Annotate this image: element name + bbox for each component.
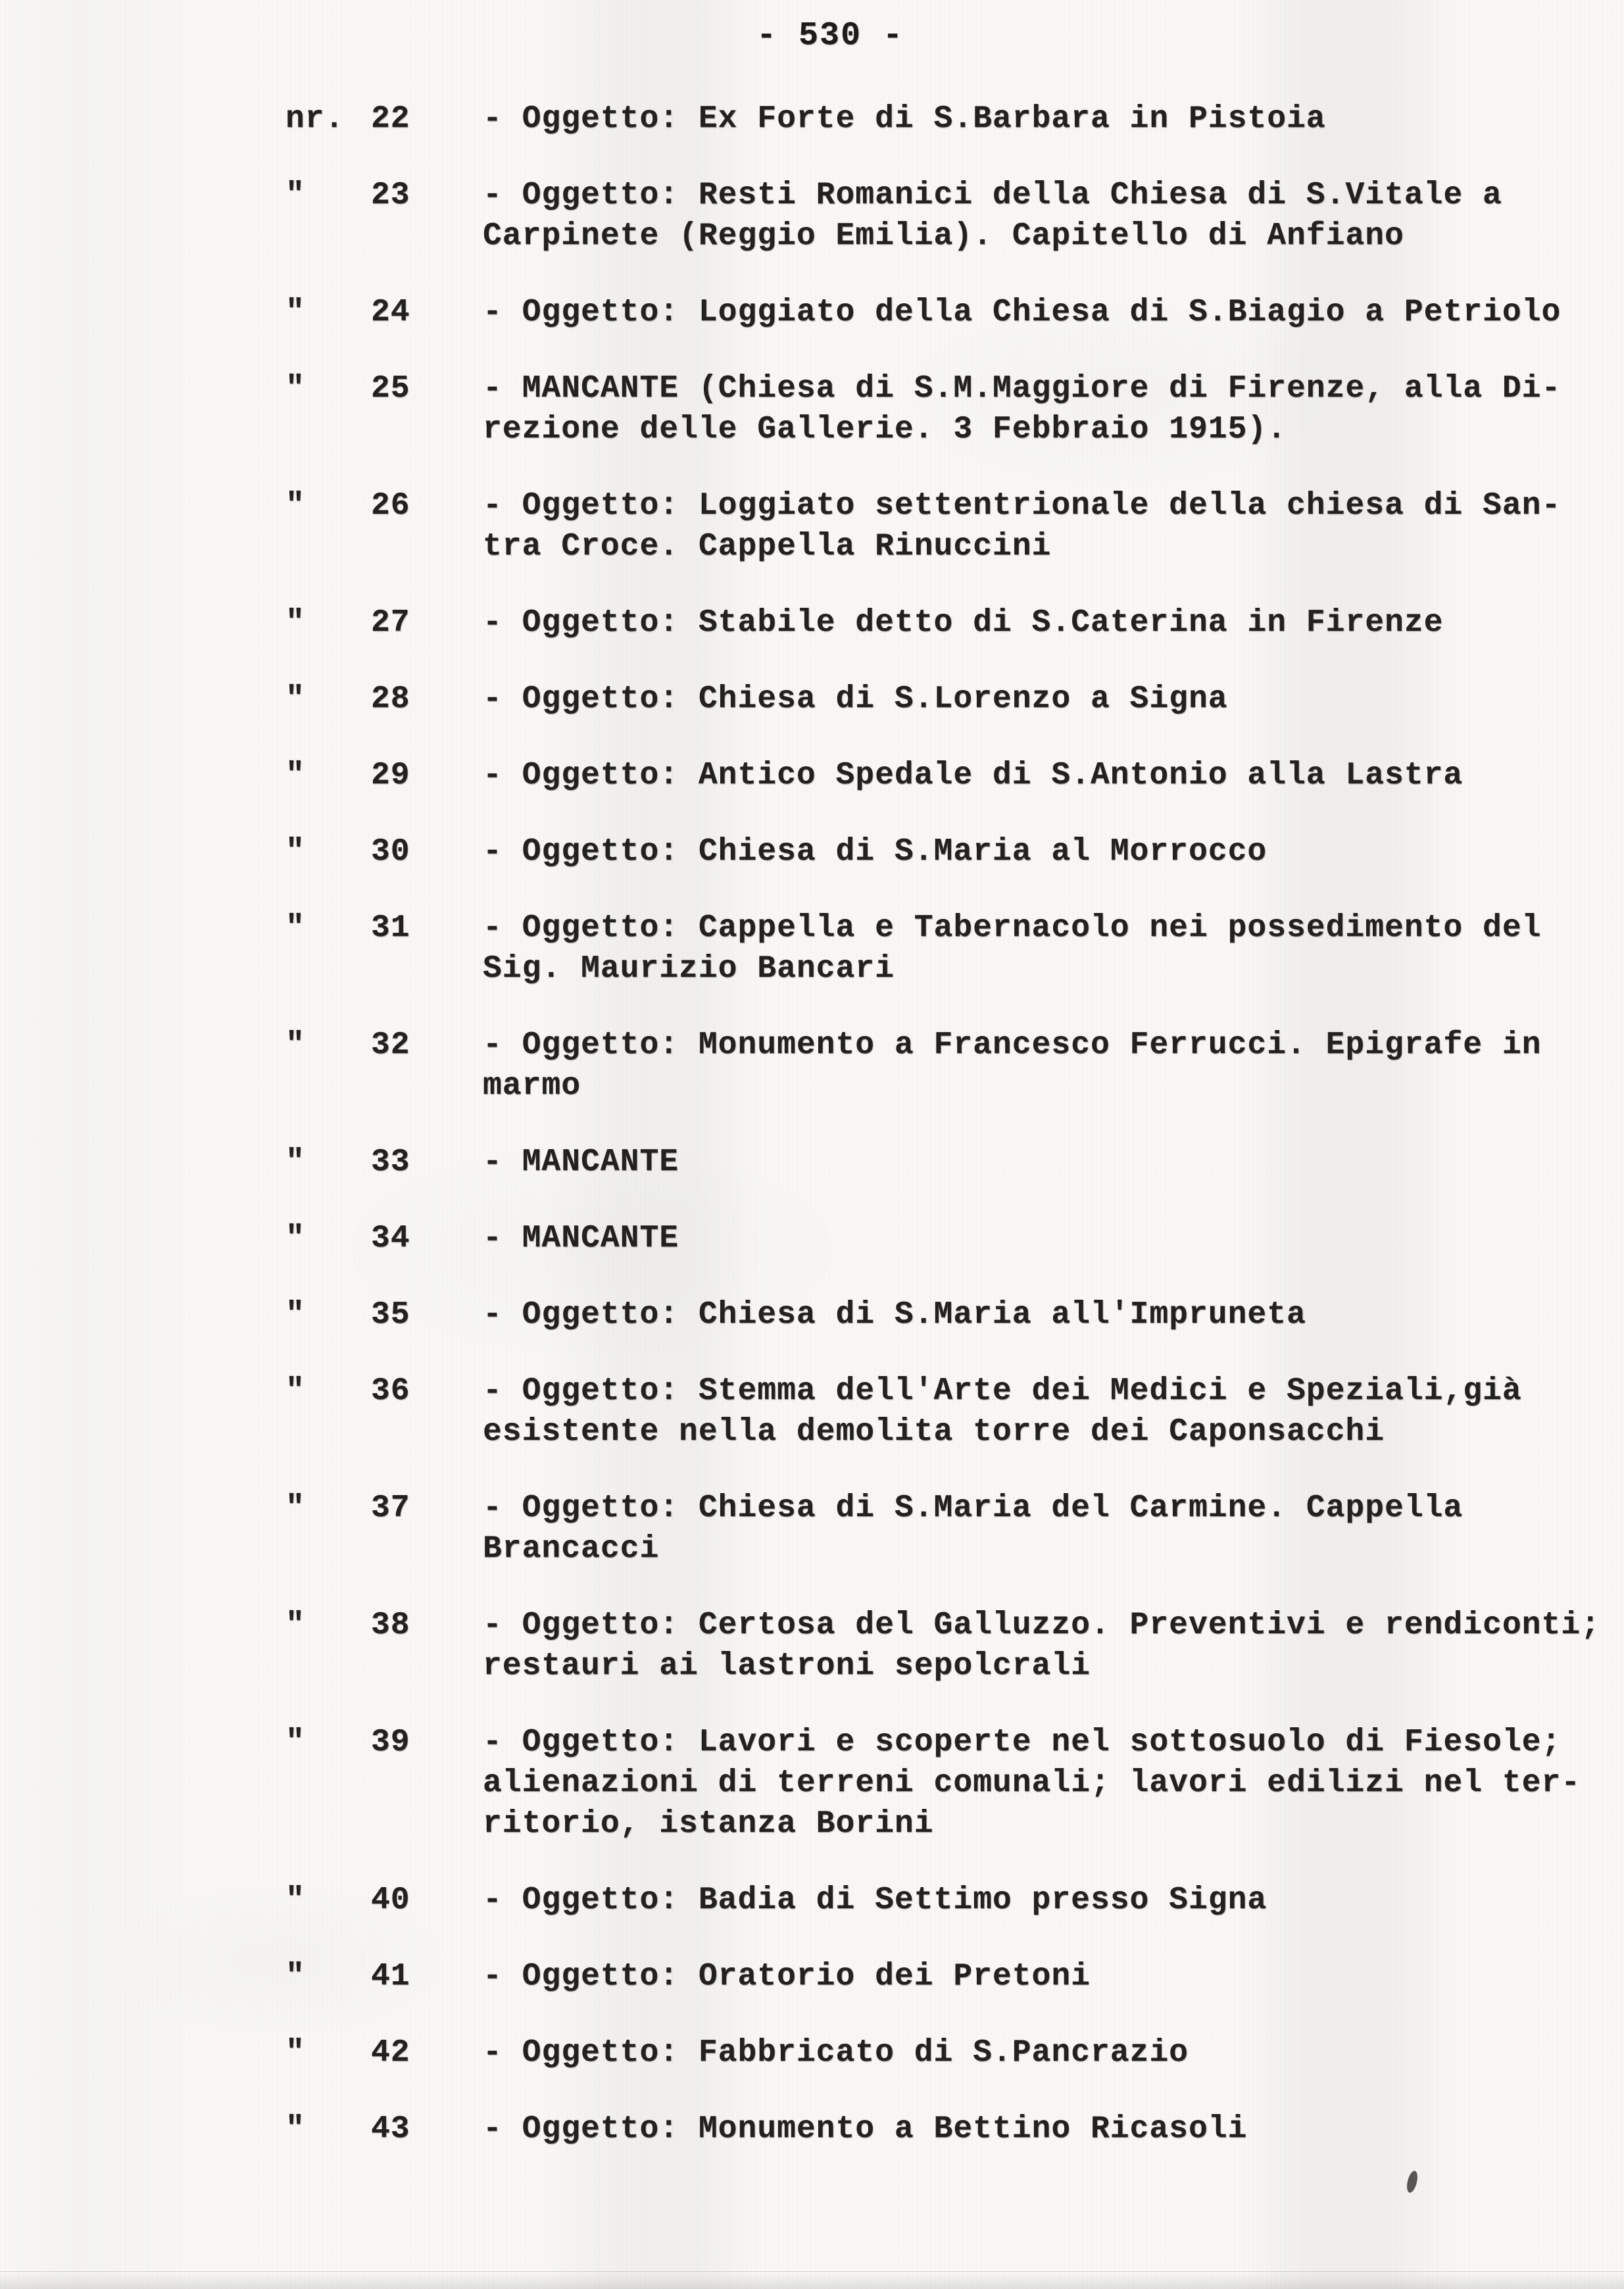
entry-line: - Oggetto: Badia di Settimo presso Signa bbox=[483, 1883, 1267, 1918]
entry-text bbox=[483, 368, 1624, 450]
entry-row bbox=[0, 99, 1624, 139]
entry-line: - Oggetto: Cappella e Tabernacolo nei possedimento del bbox=[483, 910, 1542, 946]
entry-prefix: " bbox=[285, 371, 305, 406]
entry-prefix: " bbox=[285, 910, 305, 946]
entry-prefix: " bbox=[285, 758, 305, 793]
entry-prefix: " bbox=[285, 834, 305, 870]
entry-row bbox=[0, 2032, 1624, 2073]
entry-line: - Oggetto: Monumento a Bettino Ricasoli bbox=[483, 2111, 1248, 2147]
entry-row bbox=[0, 1142, 1624, 1183]
entry-row bbox=[0, 175, 1624, 257]
entry-number: 38 bbox=[371, 1608, 410, 1643]
entry-line: Brancacci bbox=[483, 1531, 660, 1567]
entry-number: 28 bbox=[371, 681, 410, 717]
entry-line: Sig. Maurizio Bancari bbox=[483, 951, 895, 987]
entry-text bbox=[483, 908, 1624, 989]
entry-line: Carpinete (Reggio Emilia). Capitello di Anfiano bbox=[483, 218, 1404, 254]
entry-text bbox=[483, 1142, 1624, 1183]
entry-text bbox=[483, 292, 1624, 333]
entry-line: restauri ai lastroni sepolcrali bbox=[483, 1648, 1091, 1684]
scan-edge-shadow bbox=[0, 2271, 1624, 2289]
entry-line: - MANCANTE bbox=[483, 1221, 679, 1256]
entry-text bbox=[483, 1294, 1624, 1335]
entry-row bbox=[0, 1294, 1624, 1335]
entry-text bbox=[483, 1956, 1624, 1997]
entry-prefix: " bbox=[285, 178, 305, 213]
entry-line: - Oggetto: Chiesa di S.Maria all'Impruneta bbox=[483, 1297, 1306, 1333]
entry-number: 29 bbox=[371, 758, 410, 793]
entry-line: - Oggetto: Chiesa di S.Maria del Carmine. Cappella bbox=[483, 1490, 1464, 1526]
entry-number: 23 bbox=[371, 178, 410, 213]
entry-row bbox=[0, 1025, 1624, 1106]
entry-row bbox=[0, 292, 1624, 333]
entry-row bbox=[0, 755, 1624, 796]
entry-prefix: " bbox=[285, 295, 305, 330]
entry-prefix: " bbox=[285, 1725, 305, 1760]
entry-prefix: " bbox=[285, 1490, 305, 1526]
entry-line: - Oggetto: Stabile detto di S.Caterina in Firenze bbox=[483, 605, 1444, 641]
entry-line: - Oggetto: Lavori e scoperte nel sottosuolo di Fiesole; bbox=[483, 1725, 1562, 1760]
entry-text bbox=[483, 679, 1624, 720]
entry-line: - Oggetto: Resti Romanici della Chiesa di S.Vitale a bbox=[483, 178, 1502, 213]
entry-line: marmo bbox=[483, 1068, 581, 1104]
entry-text bbox=[483, 755, 1624, 796]
entry-line: tra Croce. Cappella Rinuccini bbox=[483, 529, 1052, 564]
entry-list bbox=[0, 99, 1624, 2185]
entry-line: - Oggetto: Ex Forte di S.Barbara in Pistoia bbox=[483, 101, 1326, 137]
entry-line: - MANCANTE bbox=[483, 1144, 679, 1180]
entry-text bbox=[483, 1488, 1624, 1569]
entry-text bbox=[483, 1880, 1624, 1921]
entry-number: 30 bbox=[371, 834, 410, 870]
entry-row bbox=[0, 1880, 1624, 1921]
entry-text bbox=[483, 831, 1624, 872]
entry-row bbox=[0, 831, 1624, 872]
entry-prefix: " bbox=[285, 488, 305, 524]
entry-line: - Oggetto: Chiesa di S.Maria al Morrocco bbox=[483, 834, 1267, 870]
entry-prefix: " bbox=[285, 1297, 305, 1333]
entry-text bbox=[483, 1025, 1624, 1106]
entry-line: ritorio, istanza Borini bbox=[483, 1806, 934, 1842]
entry-row bbox=[0, 908, 1624, 989]
entry-row bbox=[0, 1956, 1624, 1997]
entry-number: 32 bbox=[371, 1027, 410, 1063]
entry-number: 26 bbox=[371, 488, 410, 524]
entry-line: - Oggetto: Loggiato settentrionale della chiesa di San- bbox=[483, 488, 1562, 524]
entry-prefix: " bbox=[285, 1883, 305, 1918]
entry-prefix: " bbox=[285, 1959, 305, 1994]
entry-line: - Oggetto: Fabbricato di S.Pancrazio bbox=[483, 2035, 1189, 2071]
entry-text bbox=[483, 1605, 1624, 1686]
entry-text bbox=[483, 2032, 1624, 2073]
entry-prefix: " bbox=[285, 2035, 305, 2071]
entry-line: - MANCANTE (Chiesa di S.M.Maggiore di Firenze, alla Di- bbox=[483, 371, 1562, 406]
entry-line: - Oggetto: Antico Spedale di S.Antonio alla Lastra bbox=[483, 758, 1464, 793]
entry-line: alienazioni di terreni comunali; lavori edilizi nel ter- bbox=[483, 1765, 1581, 1801]
entry-prefix: " bbox=[285, 681, 305, 717]
entry-text bbox=[483, 99, 1624, 139]
entry-row bbox=[0, 2109, 1624, 2150]
entry-text bbox=[483, 1722, 1624, 1844]
entry-line: - Oggetto: Loggiato della Chiesa di S.Biagio a Petriolo bbox=[483, 295, 1562, 330]
entry-text bbox=[483, 1371, 1624, 1452]
entry-line: - Oggetto: Oratorio dei Pretoni bbox=[483, 1959, 1091, 1994]
entry-number: 41 bbox=[371, 1959, 410, 1994]
entry-line: - Oggetto: Monumento a Francesco Ferrucci. Epigrafe in bbox=[483, 1027, 1542, 1063]
entry-number: 37 bbox=[371, 1490, 410, 1526]
entry-number: 25 bbox=[371, 371, 410, 406]
entry-row bbox=[0, 1371, 1624, 1452]
entry-line: esistente nella demolita torre dei Caponsacchi bbox=[483, 1414, 1385, 1450]
entry-number: 33 bbox=[371, 1144, 410, 1180]
entry-prefix: nr. bbox=[285, 101, 345, 137]
entry-text bbox=[483, 175, 1624, 257]
entry-text bbox=[483, 2109, 1624, 2150]
page-number: - 530 - bbox=[756, 17, 904, 55]
entry-row bbox=[0, 368, 1624, 450]
entry-prefix: " bbox=[285, 1373, 305, 1409]
entry-text bbox=[483, 603, 1624, 643]
entry-text bbox=[483, 1218, 1624, 1259]
entry-number: 27 bbox=[371, 605, 410, 641]
entry-row bbox=[0, 1605, 1624, 1686]
entry-line: - Oggetto: Certosa del Galluzzo. Preventivi e rendiconti; bbox=[483, 1608, 1600, 1643]
entry-row bbox=[0, 679, 1624, 720]
entry-number: 43 bbox=[371, 2111, 410, 2147]
entry-row bbox=[0, 485, 1624, 567]
entry-row bbox=[0, 603, 1624, 643]
entry-row bbox=[0, 1488, 1624, 1569]
entry-number: 42 bbox=[371, 2035, 410, 2071]
entry-line: - Oggetto: Chiesa di S.Lorenzo a Signa bbox=[483, 681, 1228, 717]
entry-prefix: " bbox=[285, 1144, 305, 1180]
entry-line: rezione delle Gallerie. 3 Febbraio 1915). bbox=[483, 412, 1287, 447]
entry-number: 39 bbox=[371, 1725, 410, 1760]
entry-text bbox=[483, 485, 1624, 567]
entry-number: 36 bbox=[371, 1373, 410, 1409]
entry-prefix: " bbox=[285, 1027, 305, 1063]
entry-number: 40 bbox=[371, 1883, 410, 1918]
entry-number: 31 bbox=[371, 910, 410, 946]
entry-prefix: " bbox=[285, 1221, 305, 1256]
entry-number: 35 bbox=[371, 1297, 410, 1333]
entry-prefix: " bbox=[285, 2111, 305, 2147]
entry-prefix: " bbox=[285, 605, 305, 641]
entry-number: 34 bbox=[371, 1221, 410, 1256]
entry-row bbox=[0, 1218, 1624, 1259]
entry-number: 24 bbox=[371, 295, 410, 330]
entry-row bbox=[0, 1722, 1624, 1844]
entry-prefix: " bbox=[285, 1608, 305, 1643]
entry-number: 22 bbox=[371, 101, 410, 137]
entry-line: - Oggetto: Stemma dell'Arte dei Medici e Speziali,già bbox=[483, 1373, 1522, 1409]
